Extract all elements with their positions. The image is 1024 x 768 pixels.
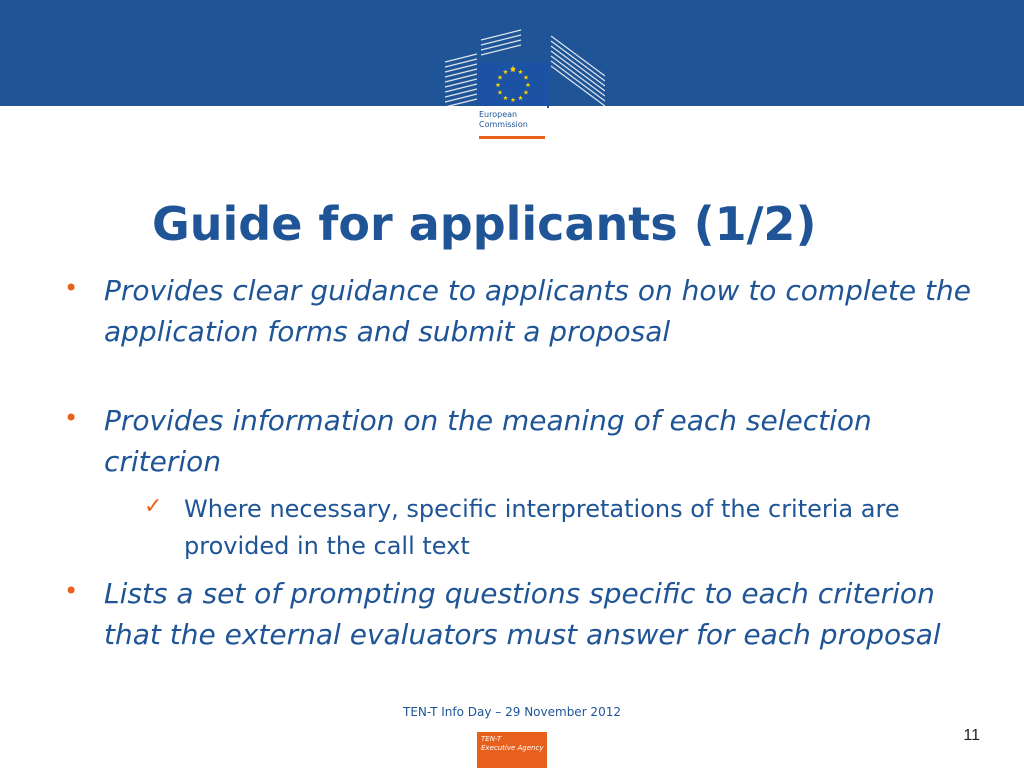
bullet-text-1: Provides clear guidance to applicants on how to complete the application forms and submit a proposal	[104, 274, 971, 348]
footer-text: TEN-T Info Day – 29 November 2012	[403, 705, 621, 719]
logo-text-line-2: Commission	[479, 120, 528, 129]
agency-line-2: Executive Agency	[481, 744, 544, 752]
checkmark-icon: ✓	[144, 494, 163, 519]
bullet-marker-1: •	[64, 274, 79, 302]
bullet-marker-2: •	[64, 404, 79, 432]
bullet-text-3: Lists a set of prompting questions specific to each criterion that the external evaluators must answer for each proposal	[104, 577, 941, 651]
berlaymont-building-icon	[443, 28, 605, 108]
european-commission-logo	[443, 28, 605, 146]
slide-title: Guide for applicants (1/2)	[152, 197, 817, 251]
logo-underline	[479, 136, 545, 139]
agency-line-1: TEN-T	[481, 735, 502, 743]
agency-logo-text	[481, 735, 545, 753]
sub-bullet-text: Where necessary, specific interpretations of the criteria are provided in the call text	[184, 495, 900, 560]
bullet-marker-3: •	[64, 577, 79, 605]
bullet-text-2: Provides information on the meaning of each selection criterion	[104, 404, 872, 478]
logo-text-line-1: European	[479, 110, 518, 119]
logo-text	[479, 110, 545, 130]
ten-t-agency-logo	[477, 732, 547, 768]
page-number: 11	[963, 727, 980, 744]
